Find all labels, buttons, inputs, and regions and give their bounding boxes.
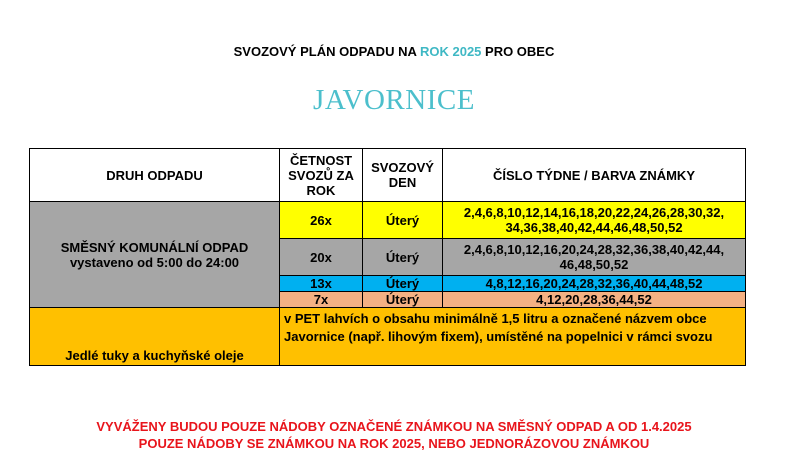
weeks-cell: 2,4,6,8,10,12,16,20,24,28,32,36,38,40,42,44, 46,48,50,52: [443, 239, 746, 276]
page-title: [0, 44, 788, 59]
mixed-waste-label: SMĚSNÝ KOMUNÁLNÍ ODPAD: [60, 239, 249, 255]
column-header-day: SVOZOVÝ DEN: [363, 149, 443, 202]
mixed-waste-cell: [30, 202, 280, 308]
day-cell: Úterý: [363, 239, 443, 276]
village-name: JAVORNICE: [313, 84, 475, 116]
day-cell: Úterý: [363, 276, 443, 292]
oils-label: Jedlé tuky a kuchyňské oleje: [30, 308, 280, 366]
title-after: PRO OBEC: [481, 44, 555, 59]
frequency-cell: 13x: [280, 276, 363, 292]
footer-notice: [0, 418, 788, 452]
column-header-frequency: ČETNOST SVOZŮ ZA ROK: [280, 149, 363, 202]
oils-instructions: v PET lahvích o obsahu minimálně 1,5 litru a označené názvem obce Javornice (např. lihovým fixem), umístěné na popelnici v rámci svozu: [280, 308, 746, 366]
mixed-waste-hours: vystaveno od 5:00 do 24:00: [69, 254, 240, 270]
column-header-weeks: ČÍSLO TÝDNE / BARVA ZNÁMKY: [443, 149, 746, 202]
title-year: ROK 2025: [419, 44, 482, 59]
column-header-waste-type: DRUH ODPADU: [30, 149, 280, 202]
day-cell: Úterý: [363, 202, 443, 239]
footer-line-2: POUZE NÁDOBY SE ZNÁMKOU NA ROK 2025, NEBO JEDNORÁZOVOU ZNÁMKOU: [138, 436, 650, 451]
weeks-cell: 4,12,20,28,36,44,52: [443, 292, 746, 308]
table-header-row: [30, 149, 746, 202]
frequency-cell: 20x: [280, 239, 363, 276]
weeks-cell: 2,4,6,8,10,12,14,16,18,20,22,24,26,28,30,32, 34,36,38,40,42,44,46,48,50,52: [443, 202, 746, 239]
collection-schedule-table: [29, 148, 746, 366]
weeks-cell: 4,8,12,16,20,24,28,32,36,40,44,48,52: [443, 276, 746, 292]
footer-line-1: VYVÁŽENY BUDOU POUZE NÁDOBY OZNAČENÉ ZNÁMKOU NA SMĚSNÝ ODPAD A OD 1.4.2025: [96, 419, 692, 434]
day-cell: Úterý: [363, 292, 443, 308]
table-row: [30, 308, 746, 366]
frequency-cell: 26x: [280, 202, 363, 239]
table-row: [30, 202, 746, 239]
frequency-cell: 7x: [280, 292, 363, 308]
title-before: SVOZOVÝ PLÁN ODPADU NA: [233, 44, 420, 59]
